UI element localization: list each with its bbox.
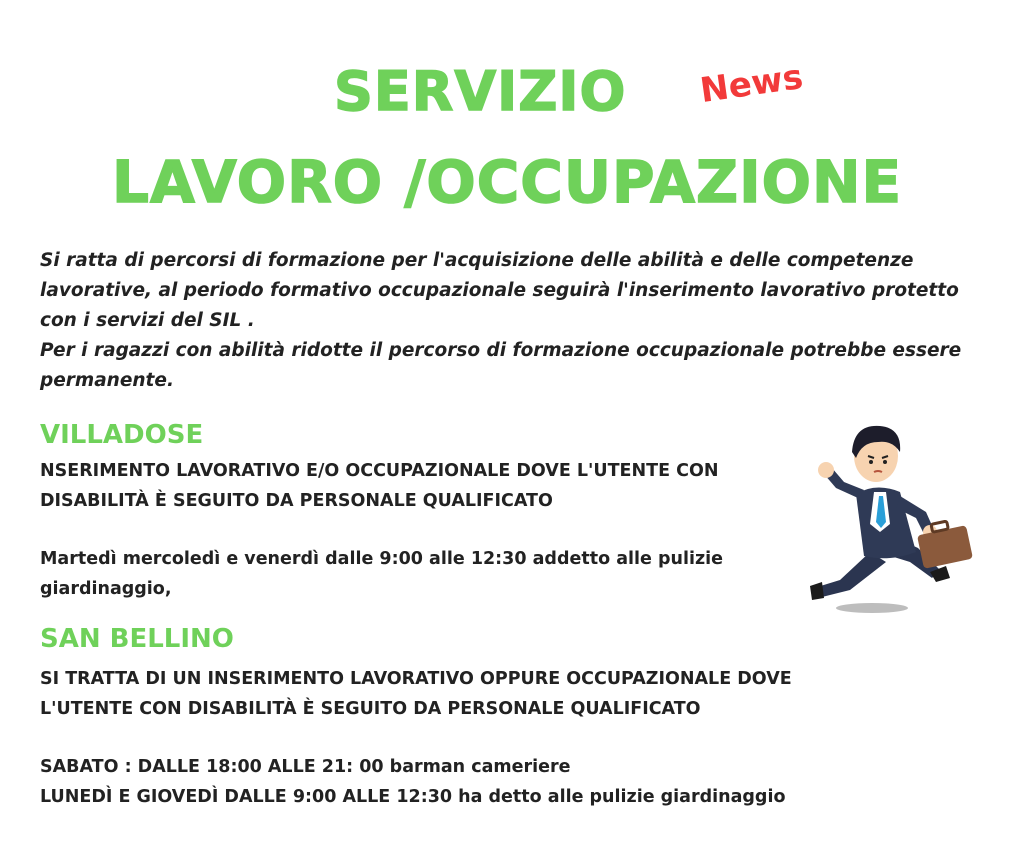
section-title-villadose: VILLADOSE [40, 420, 204, 450]
san-bellino-schedule-1: SABATO : DALLE 18:00 ALLE 21: 00 barman cameriere [40, 757, 571, 777]
intro-paragraph-1: Si ratta di percorsi di formazione per l'acquisizione delle abilità e delle competenze lavorative, al periodo formativo occupazionale seguirà l'inserimento lavorativo protetto con i servizi del SIL . [40, 250, 959, 331]
page-title-line2: LAVORO /OCCUPAZIONE [112, 148, 903, 216]
section-san-bellino-content [40, 664, 800, 812]
villadose-schedule: Martedì mercoledì e venerdì dalle 9:00 alle 12:30 addetto alle pulizie giardinaggio, [40, 549, 723, 599]
san-bellino-schedule-2: LUNEDÌ E GIOVEDÌ DALLE 9:00 ALLE 12:30 ha detto alle pulizie giardinaggio [40, 787, 786, 807]
villadose-description: NSERIMENTO LAVORATIVO E/O OCCUPAZIONALE DOVE L'UTENTE CON DISABILITÀ È SEGUITO DA PERSONALE QUALIFICATO [40, 461, 719, 511]
section-title-san-bellino: SAN BELLINO [40, 624, 234, 654]
news-label: News [697, 57, 806, 111]
running-businessman-icon [800, 412, 990, 622]
page-title-line1: SERVIZIO [334, 60, 627, 123]
intro-text [40, 246, 990, 396]
intro-paragraph-2: Per i ragazzi con abilità ridotte il percorso di formazione occupazionale potrebbe essere permanente. [40, 340, 962, 391]
san-bellino-description: SI TRATTA DI UN INSERIMENTO LAVORATIVO OPPURE OCCUPAZIONALE DOVE L'UTENTE CON DISABILITÀ È SEGUITO DA PERSONALE QUALIFICATO [40, 669, 792, 719]
section-villadose-content [40, 456, 800, 604]
